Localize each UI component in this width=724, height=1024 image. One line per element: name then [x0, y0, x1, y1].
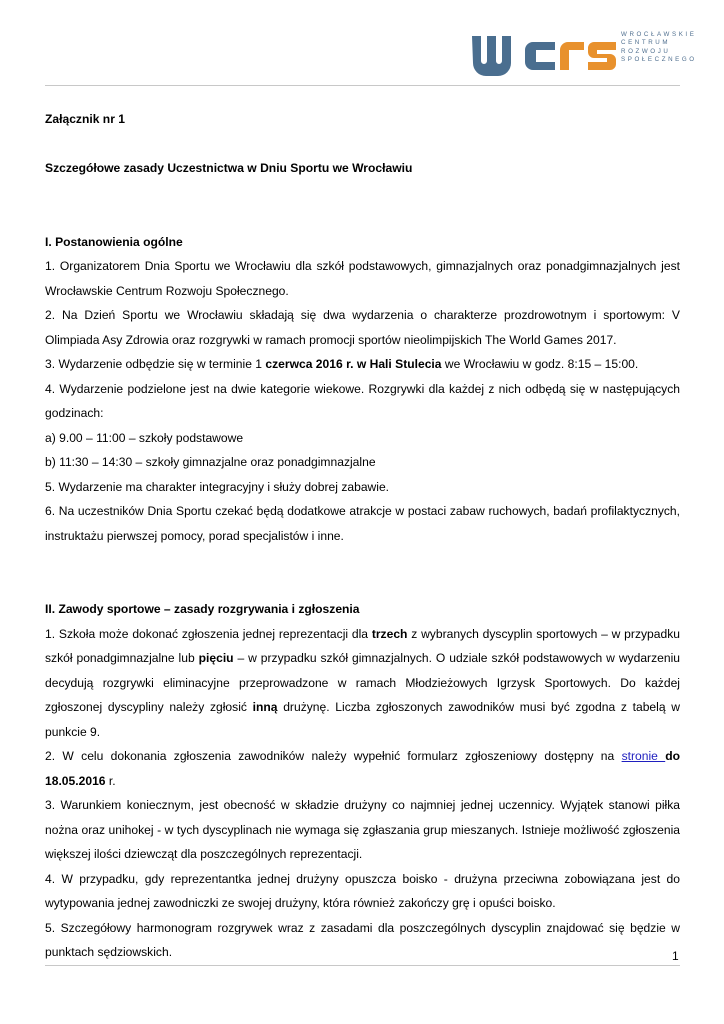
schedule-secondary: b) 11:30 – 14:30 – szkoły gimnazjalne oraz ponadgimnazjalne	[45, 455, 376, 469]
logo-tagline-line: ROZWOJU	[621, 47, 671, 55]
section-2-point-2: 2. W celu dokonania zgłoszenia zawodników należy wypełnić formularz zgłoszeniowy dostępny na stronie do 18.05.2016 r.	[45, 749, 680, 788]
section-1-point-4: 4. Wydarzenie podzielone jest na dwie kategorie wiekowe. Rozgrywki dla każdej z nich odbędą się w następujących godzinach:	[45, 381, 680, 420]
section-2-point-5: 5. Szczegółowy harmonogram rozgrywek wraz z zasadami dla poszczególnych dyscyplin znajdować się będzie w punktach sędziowskich.	[45, 920, 680, 959]
attachment-label: Załącznik nr 1	[45, 112, 125, 126]
section-1-heading: I. Postanowienia ogólne	[45, 234, 183, 249]
logo-tagline	[621, 31, 697, 64]
section-2-heading: II. Zawody sportowe – zasady rozgrywania i zgłoszenia	[45, 602, 360, 616]
section-2-point-4: 4. W przypadku, gdy reprezentantka jednej drużyny opuszcza boisko - drużyna przeciwna zobowiązana jest do wytypowania jednej zawodniczki ze swojej drużyny, która również zakończy grę i opuści boisko.	[45, 871, 680, 910]
logo-letter-r	[560, 42, 584, 70]
document-body	[45, 107, 680, 965]
header-divider	[45, 85, 680, 86]
section-1-point-5: 5. Wydarzenie ma charakter integracyjny i służy dobrej zabawie.	[45, 479, 390, 494]
section-2-point-1: 1. Szkoła może dokonać zgłoszenia jednej reprezentacji dla trzech z wybranych dyscyplin sportowych – w przypadku szkół ponadgimnazjalne lub pięciu – w przypadku szkół gimnazjalnych. O udziale szkół podstawowych w wydarzeniu decydują rozgrywki eliminacyjne przeprowadzone w ramach Młodzieżowych Igrzysk Sportowych. Do każdej zgłoszonej dyscypliny należy zgłosić inną drużynę. Liczba zgłoszonych zawodników musi być zgodna z tabelą w punkcie 9.	[45, 626, 680, 739]
section-1-point-1: 1. Organizatorem Dnia Sportu we Wrocławiu dla szkół podstawowych, gimnazjalnych oraz ponadgimnazjalnych jest Wrocławskie Centrum Rozwoju Społecznego.	[45, 259, 680, 298]
event-date-venue: czerwca 2016 r. w Hali Stulecia	[265, 357, 442, 371]
logo-tagline-line: CENTRUM	[621, 39, 671, 47]
logo-letter-w	[472, 36, 511, 76]
section-1-point-2: 2. Na Dzień Sportu we Wrocławiu składają się dwa wydarzenia o charakterze prozdrowotnym i sportowym: V Olimpiada Asy Zdrowia oraz rozgrywki w ramach promocji sportów nieolimpijskich The World Games 2017.	[45, 308, 680, 347]
section-1-point-3: 3. Wydarzenie odbędzie się w terminie 1 czerwca 2016 r. w Hali Stulecia we Wrocławiu w godz. 8:15 – 15:00.	[45, 357, 639, 371]
page-number: 1	[672, 949, 679, 963]
logo-tagline-line: WROCŁAWSKIE	[621, 31, 697, 38]
logo-letter-s	[588, 42, 616, 70]
registration-form-link[interactable]: stronie	[621, 749, 666, 763]
document-title: Szczegółowe zasady Uczestnictwa w Dniu Sportu we Wrocławiu	[45, 161, 413, 175]
logo-tagline-line: SPOŁECZNEGO	[621, 55, 697, 63]
schedule-primary: a) 9.00 – 11:00 – szkoły podstawowe	[45, 430, 244, 445]
footer-divider	[45, 965, 680, 966]
section-1-point-6: 6. Na uczestników Dnia Sportu czekać będą dodatkowe atrakcje w postaci zabaw ruchowych, badań profilaktycznych, instruktażu pierwszej pomocy, porad specjalistów i inne.	[45, 504, 680, 543]
registration-deadline: do 18.05.2016	[45, 749, 680, 788]
logo-letter-c	[525, 42, 555, 70]
section-2-point-3: 3. Warunkiem koniecznym, jest obecność w składzie drużyny co najmniej jednej uczennicy. Wyjątek stanowi piłka nożna oraz unihokej - w tych dyscyplinach nie wymaga się zgłaszania grup mieszanych. Istnieje możliwość zgłoszenia większej ilości dziewcząt dla poszczególnych reprezentacji.	[45, 798, 680, 861]
